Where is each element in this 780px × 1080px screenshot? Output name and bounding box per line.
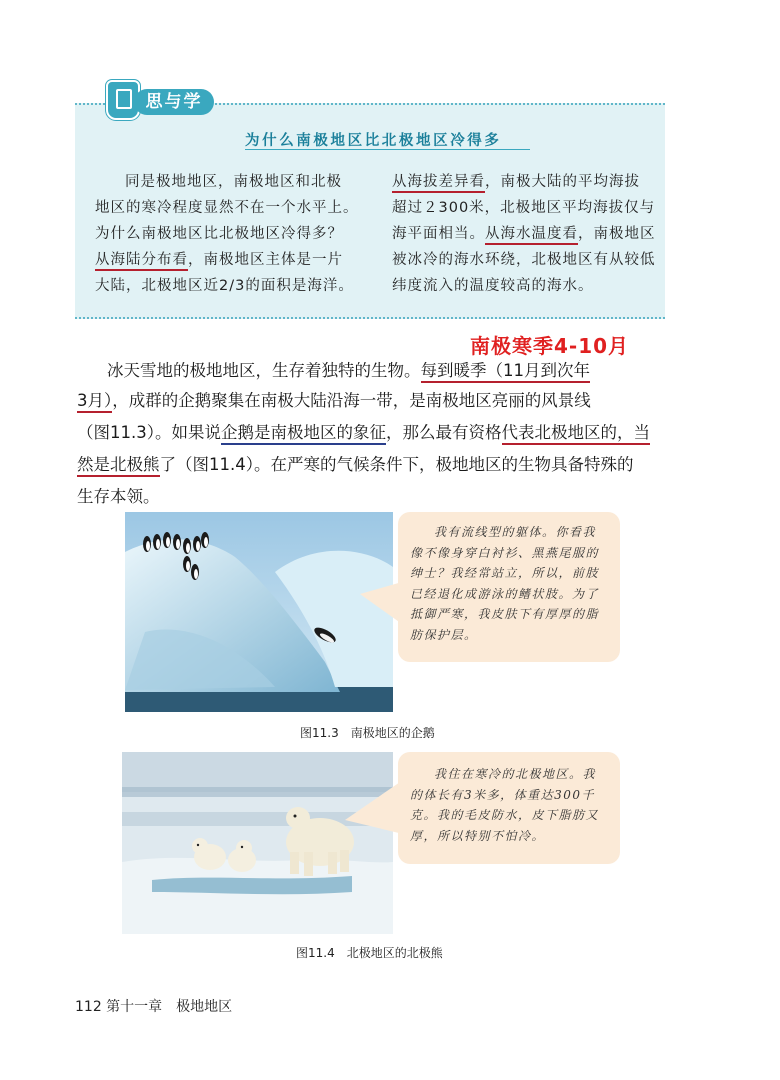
underlined-phrase: 代表北极地区的，当 bbox=[502, 423, 651, 445]
think-left-line-5: 大陆，北极地区近2/3的面积是海洋。 bbox=[95, 278, 354, 294]
figure-caption: 图11.3 南极地区的企鹅 bbox=[300, 726, 435, 740]
think-right-line-3: 海平面相当。从海水温度看，南极地区 bbox=[392, 222, 656, 243]
speech-tail bbox=[360, 582, 402, 624]
speech-line: 我有流线型的躯体。你看我 bbox=[434, 525, 597, 539]
penguin-illustration bbox=[125, 512, 393, 712]
page-footer: 112 第十一章 极地地区 bbox=[75, 999, 233, 1015]
body-line-2: 3月），成群的企鹅聚集在南极大陆沿海一带，是南极地区亮丽的风景线 bbox=[77, 387, 591, 411]
underlined-phrase: 然是北极熊 bbox=[77, 455, 160, 477]
speech-line: 肪保护层。 bbox=[410, 627, 478, 642]
speech-line: 的体长有3米多，体重达300千 bbox=[410, 787, 596, 802]
think-right-line-1: 从海拔差异看，南极大陆的平均海拔 bbox=[392, 170, 640, 191]
think-right-line-5: 纬度流入的温度较高的海水。 bbox=[392, 278, 594, 294]
penguin-photo bbox=[125, 512, 393, 712]
think-right-line-2: 超过２300米，北极地区平均海拔仅与 bbox=[392, 200, 656, 216]
subtitle-underline bbox=[245, 149, 530, 150]
underlined-phrase: 3月） bbox=[77, 391, 112, 413]
underlined-phrase: 从海陆分布看 bbox=[95, 252, 188, 271]
think-subtitle: 为什么南极地区比北极地区冷得多 bbox=[245, 132, 502, 149]
body-line-4: 然是北极熊了（图11.4）。在严寒的气候条件下，极地地区的生物具备特殊的 bbox=[77, 451, 634, 475]
think-left-line-3: 为什么南极地区比北极地区冷得多？ bbox=[95, 226, 343, 242]
think-left-line-1: 同是极地地区，南极地区和北极 bbox=[125, 174, 342, 190]
think-left-line-2: 地区的寒冷程度显然不在一个水平上。 bbox=[95, 200, 359, 216]
think-left-line-4: 从海陆分布看，南极地区主体是一片 bbox=[95, 248, 343, 269]
underlined-phrase: 企鹅是南极地区的象征 bbox=[221, 423, 386, 445]
figure-caption: 图11.4 北极地区的北极熊 bbox=[296, 946, 443, 960]
handwritten-annotation: 南极寒季4-10月 bbox=[470, 334, 630, 358]
speech-line: 像不像身穿白衬衫、黑燕尾服的 bbox=[410, 545, 600, 560]
speech-line: 我住在寒冷的北极地区。我 bbox=[434, 767, 597, 781]
body-line-3: （图11.3）。如果说企鹅是南极地区的象征，那么最有资格代表北极地区的，当 bbox=[77, 419, 650, 443]
penguin-speech-bubble bbox=[398, 512, 620, 662]
think-badge: 思与学 bbox=[134, 89, 214, 115]
underlined-phrase: 从海拔差异看 bbox=[392, 174, 485, 193]
underlined-phrase: 每到暖季（11月到次年 bbox=[421, 361, 591, 383]
speech-line: 克。我的毛皮防水，皮下脂肪又 bbox=[410, 808, 600, 822]
body-line-1: 冰天雪地的极地地区，生存着独特的生物。每到暖季（11月到次年 bbox=[107, 357, 590, 381]
speech-line: 已经退化成游泳的鳍状肢。为了 bbox=[410, 586, 600, 601]
polar-bear-speech-bubble bbox=[398, 752, 620, 864]
speech-line: 厚，所以特别不怕冷。 bbox=[410, 828, 546, 843]
underlined-phrase: 从海水温度看 bbox=[485, 226, 578, 245]
speech-line: 抵御严寒，我皮肤下有厚厚的脂 bbox=[410, 607, 600, 621]
think-right-line-4: 被冰冷的海水环绕，北极地区有从较低 bbox=[392, 252, 656, 268]
speech-line: 绅士？我经常站立，所以，前肢 bbox=[410, 566, 600, 580]
speech-tail bbox=[345, 780, 403, 834]
body-line-5: 生存本领。 bbox=[77, 487, 160, 506]
